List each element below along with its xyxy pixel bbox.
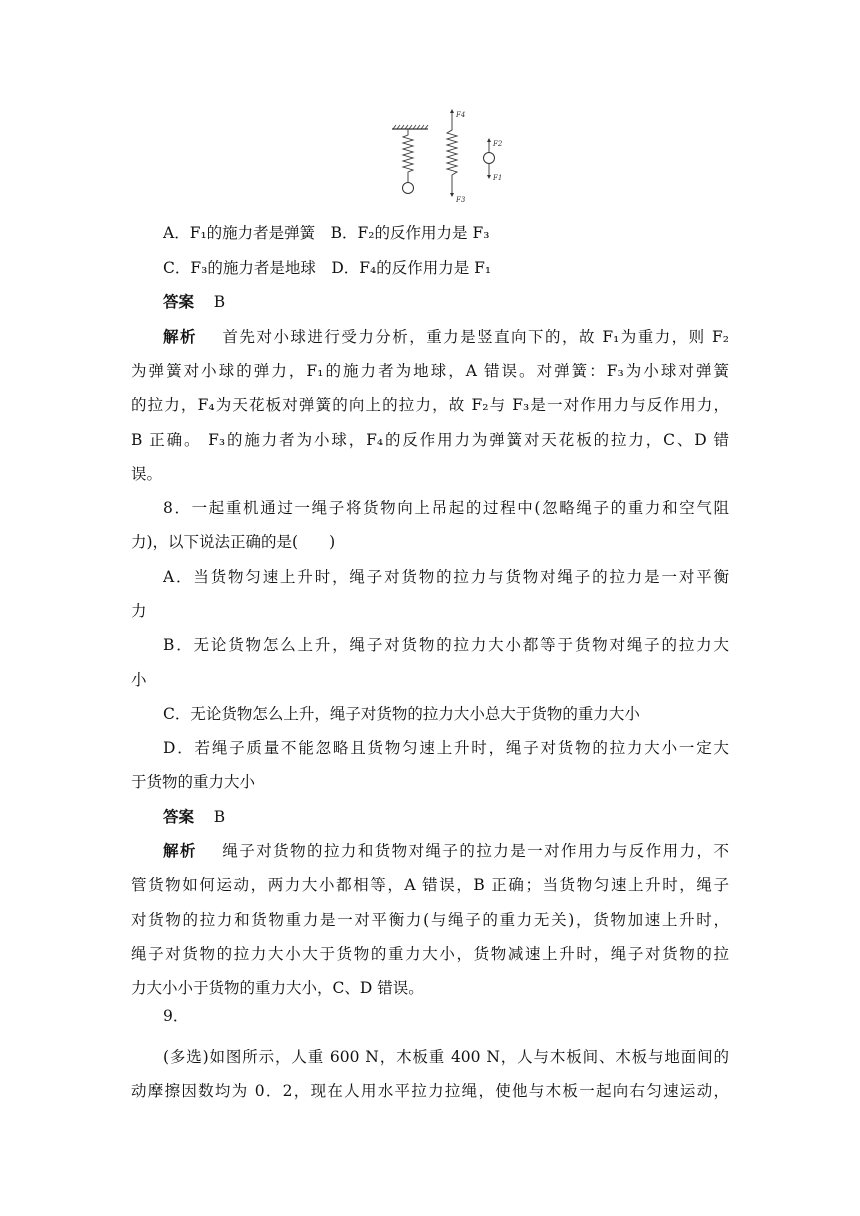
q7-analysis-line: B 正确。 F₃的施力者为小球，F₄的反作用力为弹簧对天花板的拉力，C、D 错 (131, 431, 729, 449)
q8-answer (163, 806, 225, 828)
q8-option-line: B．无论货物怎么上升，绳子对货物的拉力大小都等于货物对绳子的拉力大 (163, 636, 729, 654)
isolated-spring (447, 124, 457, 182)
q9-stem-line: 动摩擦因数均为 0．2，现在人用水平拉力拉绳，使他与木板一起向右匀速运动， (131, 1082, 729, 1100)
q8-analysis-line: 绳子对货物的拉力大小大于货物的重力大小，货物减速上升时，绳子对货物的拉 (131, 945, 729, 963)
q8-option-line: C．无论货物怎么上升，绳子对货物的拉力大小总大于货物的重力大小 (163, 705, 640, 723)
q7-analysis-line: 的拉力，F₄为天花板对弹簧的向上的拉力，故 F₂与 F₃是一对作用力与反作用力， (131, 396, 729, 414)
q8-analysis-line: 力大小小于货物的重力大小，C、D 错误。 (131, 979, 424, 997)
f2-label: F2 (493, 140, 503, 148)
analysis-label: 解析 (163, 327, 197, 346)
hanging-spring (403, 129, 413, 182)
f3-label: F3 (456, 196, 466, 204)
analysis-text: 绳子对货物的拉力和货物对绳子的拉力是一对作用力与反作用力，不 (222, 842, 729, 860)
q7-options-cd: C．F₃的施力者是地球 D．F₄的反作用力是 F₁ (163, 259, 492, 277)
f4-label: F4 (456, 111, 466, 119)
q9-number: 9． (163, 1007, 189, 1025)
isolated-ball (484, 153, 495, 164)
f1-label: F1 (493, 174, 503, 182)
q7-options-ab: A．F₁的施力者是弹簧 B．F₂的反作用力是 F₃ (163, 224, 490, 242)
ceiling-hatch (393, 125, 428, 129)
analysis-label: 解析 (163, 841, 197, 860)
q8-option-line: A．当货物匀速上升时，绳子对货物的拉力与货物对绳子的拉力是一对平衡 (163, 568, 729, 586)
hanging-ball (403, 183, 414, 194)
answer-label: 答案 (163, 292, 195, 311)
q8-option-line: 力 (131, 602, 147, 620)
spring-ball-force-diagram (388, 108, 508, 208)
q9-stem-line: (多选)如图所示，人重 600 N，木板重 400 N，人与木板间、木板与地面间的 (163, 1048, 729, 1066)
q8-option-line: 小 (131, 671, 147, 689)
q7-analysis-line: 为弹簧对小球的弹力，F₁的施力者为地球，A 错误。对弹簧：F₃为小球对弹簧 (131, 362, 729, 380)
answer-label: 答案 (163, 807, 195, 826)
q8-stem-line: 8．一起重机通过一绳子将货物向上吊起的过程中(忽略绳子的重力和空气阻 (163, 499, 729, 517)
q8-analysis-line: 对货物的拉力和货物重力是一对平衡力(与绳子的重力无关)，货物加速上升时， (131, 911, 729, 929)
q7-answer (163, 291, 225, 313)
answer-value: B (213, 808, 226, 826)
q8-analysis-line: 管货物如何运动，两力大小都相等，A 错误，B 正确；当货物匀速上升时，绳子 (131, 876, 729, 894)
q7-analysis-line (163, 326, 729, 348)
q7-analysis-line: 误。 (131, 465, 163, 483)
q8-stem-line: 力)，以下说法正确的是( ) (131, 533, 336, 551)
q8-analysis-line (163, 840, 729, 862)
q8-option-line: 于货物的重力大小 (131, 773, 256, 791)
analysis-text: 首先对小球进行受力分析，重力是竖直向下的，故 F₁为重力，则 F₂ (222, 328, 729, 346)
q8-option-line: D．若绳子质量不能忽略且货物匀速上升时，绳子对货物的拉力大小一定大 (163, 739, 729, 757)
answer-value: B (213, 293, 226, 311)
